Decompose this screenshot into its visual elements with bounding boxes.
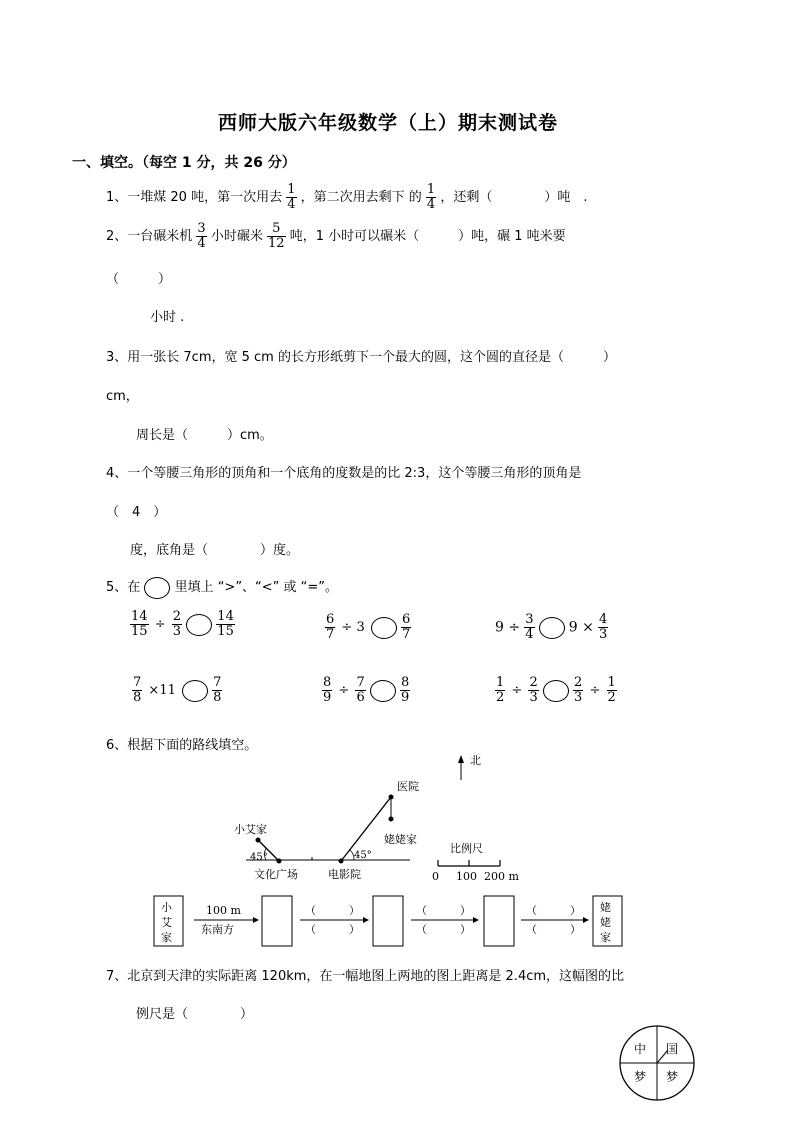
scale-tick-label: 100: [456, 870, 477, 883]
svg-text:家: 家: [161, 931, 172, 944]
svg-text:艾: 艾: [161, 916, 172, 929]
route-blank: （ ）: [305, 904, 360, 917]
comparison-item: 9 ÷ $\frac{3}{4}$ 9 × $\frac{4}{3}$: [495, 612, 608, 642]
svg-text:小: 小: [161, 901, 172, 914]
route-blank: （ ）: [305, 923, 360, 936]
comparison-item: $\frac{7}{8}$ ×11 $\frac{7}{8}$: [133, 675, 222, 705]
svg-text:梦: 梦: [666, 1070, 679, 1084]
comparison-item: $\frac{8}{9}$ ÷ $\frac{7}{6}$ $\frac{8}{9}$: [323, 675, 410, 705]
xiaoai-label: 小艾家: [234, 823, 267, 836]
section-heading: 一、填空。（每空 1 分，共 26 分）: [72, 155, 296, 171]
angle-label: 45°: [354, 850, 372, 861]
route-distance: 100 m: [206, 904, 241, 917]
question-4: 4、一个等腰三角形的顶角和一个底角的度数是的比 2:3，这个等腰三角形的顶角是: [106, 466, 582, 481]
svg-text:国: 国: [666, 1042, 679, 1056]
comparison-item: $\frac{6}{7}$ ÷ 3 $\frac{6}{7}$: [326, 612, 411, 642]
scale-bar: [438, 860, 500, 866]
svg-text:家: 家: [600, 931, 611, 944]
question-5: 5、在 里填上 “>”、“<” 或 “=”。: [106, 576, 338, 599]
comparison-item: $\frac{1}{2}$ ÷ $\frac{2}{3}$ $\frac{2}{3}$ ÷ $\frac{1}{2}$: [496, 675, 616, 705]
question-text: 例尺是（ ）: [136, 1007, 254, 1022]
fraction: $\frac{3}{4}$: [197, 221, 206, 251]
question-6: 6、根据下面的路线填空。: [106, 738, 258, 753]
question-7: 7、北京到天津的实际距离 120km，在一幅地图上两地的图上距离是 2.4cm，这幅图的比: [106, 969, 625, 984]
route-blank: （ ）: [526, 904, 581, 917]
route-direction: 东南方: [201, 923, 234, 936]
angle-label: 45°: [250, 852, 268, 863]
answer-blank: （ ）: [106, 272, 172, 287]
comparison-item: $\frac{14}{15}$ ÷ $\frac{2}{3}$ $\frac{14}{15}$: [131, 609, 234, 639]
laolao-point: [389, 817, 394, 822]
question-text: 度，底角是（ ）度。: [130, 543, 300, 558]
north-arrow-icon: [458, 755, 464, 780]
question-text: 周长是（ ）cm。: [136, 428, 273, 443]
culture-label: 文化广场: [254, 868, 298, 881]
scale-title: 比例尺: [450, 842, 483, 855]
route-blank: （ ）: [526, 923, 581, 936]
fraction: $\frac{1}{4}$: [287, 182, 296, 212]
route-box-blank: [373, 896, 403, 946]
culture-point: [277, 859, 282, 864]
route-blank: （ ）: [416, 904, 471, 917]
question-1: 1、一堆煤 20 吨，第一次用去 $\frac{1}{4}$ ，第二次用去剩下 的 $\frac{1}{4}$ ，还剩（ ）吨 .: [106, 182, 588, 212]
xiaoai-point: [256, 838, 261, 843]
cinema-point: [339, 859, 344, 864]
route-blank: （ ）: [416, 923, 471, 936]
scale-tick-label: 200 m: [484, 870, 519, 883]
question-text: cm，: [106, 389, 139, 404]
cinema-label: 电影院: [328, 868, 361, 881]
svg-text:姥: 姥: [600, 916, 611, 929]
scale-tick-label: 0: [432, 870, 439, 883]
question-3: 3、用一张长 7cm，宽 5 cm 的长方形纸剪下一个最大的圆，这个圆的直径是（ ）: [106, 350, 616, 365]
route-box-blank: [262, 896, 292, 946]
hospital-label: 医院: [397, 780, 419, 793]
page-title: 西师大版六年级数学（上）期末测试卷: [218, 112, 559, 134]
north-label: 北: [470, 754, 481, 767]
fraction: $\frac{5}{12}$: [268, 221, 285, 251]
answer-blank: （ 4 ）: [106, 505, 167, 520]
question-text: 小时 .: [150, 310, 185, 325]
svg-text:梦: 梦: [634, 1070, 647, 1084]
route-box-blank: [484, 896, 514, 946]
svg-text:姥: 姥: [600, 901, 611, 914]
fraction: $\frac{1}{4}$: [426, 182, 436, 212]
laolao-label: 姥姥家: [384, 833, 417, 846]
question-2: 2、一台碾米机 $\frac{3}{4}$ 小时碾米 $\frac{5}{12}$ 吨，1 小时可以碾米（ ）吨，碾 1 吨米要: [106, 221, 566, 251]
svg-text:中: 中: [634, 1042, 647, 1056]
china-dream-stamp: [620, 1026, 694, 1100]
